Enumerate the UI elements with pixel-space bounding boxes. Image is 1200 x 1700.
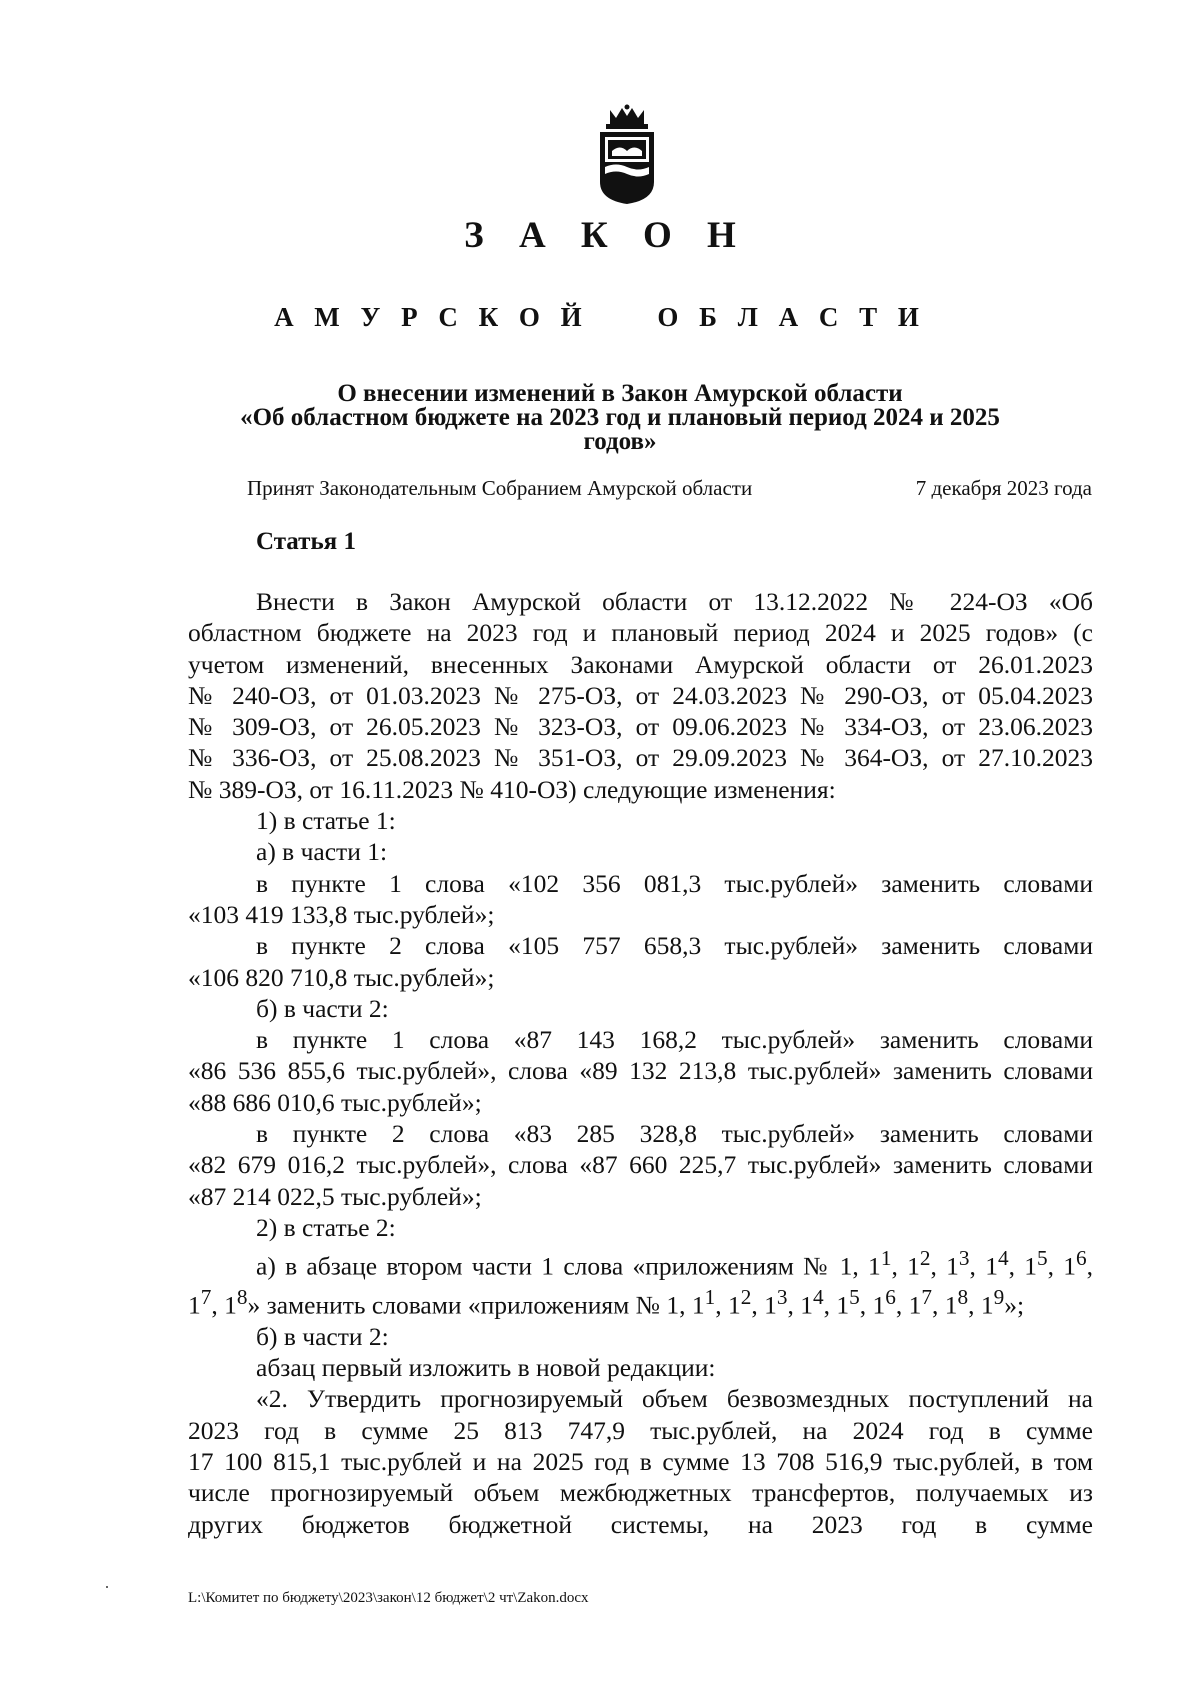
- text-line: в пункте 1 слова «87 143 168,2 тыс.рублей» заменить словами: [256, 1025, 1093, 1055]
- article-body: [188, 586, 1093, 1540]
- text-line: областном бюджете на 2023 год и плановый период 2024 и 2025 годов» (с: [188, 618, 1093, 648]
- coat-of-arms-icon: [586, 104, 668, 206]
- text-line: «86 536 855,6 тыс.рублей», слова «89 132 213,8 тыс.рублей» заменить словами: [188, 1056, 1093, 1086]
- text-line: $1^7$, $1^8$» заменить словами «приложениям № 1, $1^1$, $1^2$, $1^3$, $1^4$, $1^5$, $1^6$, $1^7$, $1^8$, $1^9$»;: [188, 1285, 1025, 1320]
- text-line: других бюджетов бюджетной системы, на 2023 год в сумме: [188, 1509, 1093, 1539]
- text-line: № 309-ОЗ, от 26.05.2023 № 323-ОЗ, от 09.06.2023 № 334-ОЗ, от 23.06.2023: [188, 712, 1093, 742]
- subject-line: О внесении изменений в Закон Амурской области: [337, 380, 903, 407]
- text-line: № 240-ОЗ, от 01.03.2023 № 275-ОЗ, от 24.03.2023 № 290-ОЗ, от 05.04.2023: [188, 680, 1093, 710]
- adopting-body: Принят Законодательным Собранием Амурской области: [247, 476, 753, 500]
- text-line: «88 686 010,6 тыс.рублей»;: [188, 1087, 482, 1117]
- subject-line: годов»: [583, 428, 657, 455]
- text-line: в пункте 2 слова «105 757 658,3 тыс.рублей» заменить словами: [256, 931, 1093, 961]
- subject-line: «Об областном бюджете на 2023 год и плановый период 2024 и 2025: [240, 404, 1000, 431]
- region-title: А М У Р С К О Й О Б Л А С Т И: [274, 302, 926, 332]
- file-path-footer: L:\Комитет по бюджету\2023\закон\12 бюджет\2 чт\Zakon.docx: [188, 1590, 589, 1606]
- text-line: «87 214 022,5 тыс.рублей»;: [188, 1181, 482, 1211]
- scan-speck: [106, 1586, 108, 1588]
- document-title: З А К О Н: [464, 215, 749, 256]
- text-line: «103 419 133,8 тыс.рублей»;: [188, 899, 495, 929]
- text-line: № 336-ОЗ, от 25.08.2023 № 351-ОЗ, от 29.09.2023 № 364-ОЗ, от 27.10.2023: [188, 743, 1093, 773]
- text-line: б) в части 2:: [256, 993, 389, 1023]
- text-line: «82 679 016,2 тыс.рублей», слова «87 660 225,7 тыс.рублей» заменить словами: [188, 1150, 1093, 1180]
- text-line: в пункте 2 слова «83 285 328,8 тыс.рублей» заменить словами: [256, 1119, 1093, 1149]
- text-line: а) в части 1:: [256, 837, 388, 867]
- text-line: «106 820 710,8 тыс.рублей»;: [188, 962, 495, 992]
- text-line: 2023 год в сумме 25 813 747,9 тыс.рублей, на 2024 год в сумме: [188, 1415, 1093, 1445]
- text-line: числе прогнозируемый объем межбюджетных трансфертов, получаемых из: [188, 1478, 1093, 1508]
- article-heading: Статья 1: [256, 528, 356, 555]
- text-line: 1) в статье 1:: [256, 806, 396, 836]
- text-line: Внести в Закон Амурской области от 13.12.2022 № 224-ОЗ «Об: [256, 587, 1093, 616]
- text-line: № 389-ОЗ, от 16.11.2023 № 410-ОЗ) следующие изменения:: [188, 774, 836, 804]
- text-line: а) в абзаце втором части 1 слова «приложениям № 1, $1^1$, $1^2$, $1^3$, $1^4$, $1^5$, $1^6$,: [256, 1246, 1094, 1281]
- text-line: «2. Утвердить прогнозируемый объем безвозмездных поступлений на: [256, 1384, 1093, 1414]
- text-line: б) в части 2:: [256, 1321, 389, 1351]
- law-subject: [200, 382, 1040, 454]
- text-line: в пункте 1 слова «102 356 081,3 тыс.рублей» заменить словами: [256, 868, 1093, 898]
- text-line: абзац первый изложить в новой редакции:: [256, 1353, 716, 1383]
- text-line: учетом изменений, внесенных Законами Амурской области от 26.01.2023: [188, 649, 1093, 679]
- text-line: 17 100 815,1 тыс.рублей и на 2025 год в сумме 13 708 516,9 тыс.рублей, в том: [188, 1447, 1093, 1477]
- adoption-date: 7 декабря 2023 года: [915, 476, 1092, 500]
- text-line: 2) в статье 2:: [256, 1212, 396, 1242]
